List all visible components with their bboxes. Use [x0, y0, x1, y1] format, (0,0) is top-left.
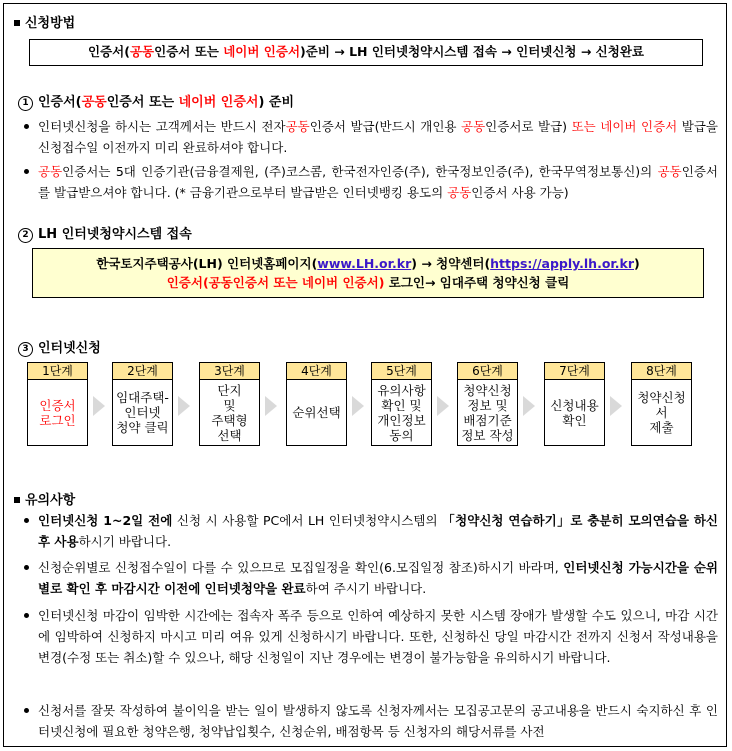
apply-center-link[interactable]: https://apply.lh.or.kr — [490, 256, 635, 271]
subsection-lh-access: 2 LH 인터넷청약시스템 접속 — [18, 223, 192, 243]
bullet-icon — [24, 169, 29, 174]
step-head: 5단계 — [371, 362, 432, 380]
list-item: 신청서를 잘못 작성하여 불이익을 받는 일이 발생하지 않도록 신청자께서는 모집공고문의 공고내용을 반드시 숙지하신 후 인터넷신청에 필요한 청약은행, 청약납입횟수, 신청순위, 배점항목 등 신청자의 해당서류를 사전 — [24, 700, 718, 742]
square-bullet-icon — [14, 497, 20, 503]
bullet-icon — [24, 708, 29, 713]
step-body: 유의사항 확인 및 개인정보 동의 — [371, 380, 432, 446]
bullet-icon — [24, 613, 29, 618]
step-arrow-icon — [91, 394, 109, 418]
step-body: 임대주택- 인터넷 청약 클릭 — [112, 380, 173, 446]
subsection-certificate: 1 인증서(공동인증서 또는 네이버 인증서) 준비 — [18, 91, 294, 111]
square-bullet-icon — [14, 20, 20, 26]
section-title-notes: 유의사항 — [12, 489, 75, 508]
section-title-application-method: 신청방법 — [12, 12, 75, 31]
step-body: 단지 및 주택형 선택 — [199, 380, 260, 446]
step-body: 인증서 로그인 — [27, 380, 88, 446]
circled-number-icon: 2 — [18, 228, 33, 243]
step-body: 청약신청 정보 및 배점기준 정보 작성 — [457, 380, 518, 446]
lh-homepage-link[interactable]: www.LH.or.kr — [317, 256, 412, 271]
step-body: 신청내용 확인 — [544, 380, 605, 446]
bullet-icon — [24, 518, 29, 523]
step-head: 6단계 — [457, 362, 518, 380]
step-head: 3단계 — [199, 362, 260, 380]
step-head: 1단계 — [27, 362, 88, 380]
list-item: 신청순위별로 신청접수일이 다를 수 있으므로 모집일정을 확인(6.모집일정 참조)하시기 바라며, 인터넷신청 가능시간을 순위별로 확인 후 마감시간 이전에 인터넷청약을 완료하여 주시기 바랍니다. — [24, 557, 718, 599]
subsection-internet-application: 3 인터넷신청 — [18, 337, 101, 357]
step-head: 7단계 — [544, 362, 605, 380]
step-arrow-icon — [435, 394, 453, 418]
circled-number-icon: 3 — [18, 342, 33, 357]
list-item: 인터넷신청 마감이 임박한 시간에는 접속자 폭주 등으로 인하여 예상하지 못한 시스템 장애가 발생할 수도 있으니, 마감 시간에 임박하여 신청하지 마시고 미리 여유 있게 신청하시기 바랍니다. 또한, 신청하신 당일 마감시간 전까지 신청서 작성내용을 변경(수정 또는 취소)할 수 있으나, 해당 신청일이 지난 경우에는 변경이 불가능함을 유의하시기 바랍니다. — [24, 605, 718, 668]
step-head: 8단계 — [631, 362, 692, 380]
circled-number-icon: 1 — [18, 96, 33, 111]
step-body: 순위선택 — [286, 380, 347, 446]
step-head: 2단계 — [112, 362, 173, 380]
list-item: 인터넷신청을 하시는 고객께서는 반드시 전자공동인증서 발급(반드시 개인용 공동인증서로 발급) 또는 네이버 인증서 발급을 신청접수일 이전까지 미리 완료하셔야 합니다. — [24, 116, 718, 158]
step-arrow-icon — [350, 394, 368, 418]
step-arrow-icon — [176, 394, 194, 418]
bullet-icon — [24, 565, 29, 570]
step-arrow-icon — [263, 394, 281, 418]
list-item: 인터넷신청 1~2일 전에 신청 시 사용할 PC에서 LH 인터넷청약시스템의 「청약신청 연습하기」로 충분히 모의연습을 하신 후 사용하시기 바랍니다. — [24, 510, 718, 552]
step-head: 4단계 — [286, 362, 347, 380]
bullet-icon — [24, 124, 29, 129]
application-flow-box: 인증서(공동인증서 또는 네이버 인증서)준비 → LH 인터넷청약시스템 접속 → 인터넷신청 → 신청완료 — [29, 39, 703, 66]
list-item: 공동인증서는 5대 인증기관(금융결제원, (주)코스콤, 한국전자인증(주), 한국정보인증(주), 한국무역정보통신)의 공동인증서를 발급받으셔야 합니다. (* 금융기관으로부터 발급받은 인터넷뱅킹 용도의 공동인증서 사용 가능) — [24, 161, 718, 203]
step-arrow-icon — [608, 394, 626, 418]
step-body: 청약신청서 제출 — [631, 380, 692, 446]
lh-access-box: 한국토지주택공사(LH) 인터넷홈페이지(www.LH.or.kr) → 청약센터(https://apply.lh.or.kr) 인증서(공동인증서 또는 네이버 인증서) 로그인→ 임대주택 청약신청 클릭 — [32, 248, 704, 298]
step-arrow-icon — [521, 394, 539, 418]
document-page — [3, 3, 727, 747]
